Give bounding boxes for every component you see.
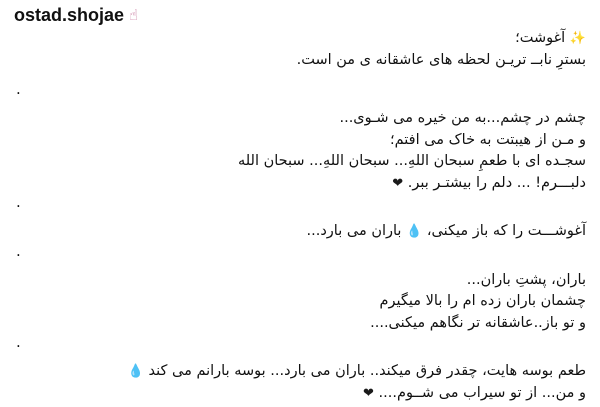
- stanza4-line1: باران، پشتِ باران...: [466, 271, 586, 288]
- stanza2-line4-text: دلبـــرم! ... دلم را بیشتـر ببر.: [407, 174, 586, 191]
- post-header: [14, 2, 138, 28]
- post-body: [0, 28, 586, 404]
- stanza4-line3: و تو باز..عاشقانه تر نگاهم میکنی....: [370, 314, 586, 331]
- separator-dot-3: .: [16, 241, 21, 260]
- stanza1-line1-text: آغوشت؛: [515, 30, 566, 46]
- stanza1-line2: بسترِ نابــ تریـن لحظه های عاشقانه ی من است.: [296, 51, 586, 68]
- stanza1-line1: [0, 28, 586, 50]
- sparkle-emoji-icon: ✨: [569, 31, 586, 46]
- heart-icon: ❤: [392, 175, 404, 191]
- separator-dot-1: .: [16, 80, 21, 98]
- stanza5-line2-text: و من... از تو سیراب می شــوم....: [378, 384, 586, 401]
- stanza3-line1: [0, 221, 586, 243]
- stanza3-line1-end: باران می بارد...: [306, 223, 402, 239]
- stanza2-line3: سجـده ای با طعمِ سبحان اللهِ... سبحان اللهِ... سبحان الله: [237, 153, 586, 169]
- stanza2-line4: [0, 173, 586, 195]
- stanza5-line1: [0, 361, 586, 383]
- stanza3-line1-start: آغوشـــت را که باز میکنی،: [426, 223, 586, 239]
- stanza5-line1-text: طعم بوسه هایت، چقدر فرق میکند.. باران می بارد... بوسه بارانم می کند: [148, 363, 586, 379]
- pink-hand-icon: ☝: [129, 6, 139, 24]
- separator-dot-4: .: [16, 333, 21, 351]
- stanza5-line2: [0, 383, 586, 405]
- stanza2-line1: چشم در چشم...به من خیره می شـوی...: [339, 110, 586, 126]
- stanza4-line2: چشمان باران زده ام را بالا میگیرم: [379, 293, 586, 309]
- username-label[interactable]: ostad.shojae: [14, 4, 125, 25]
- droplet-icon: 💧: [406, 224, 423, 239]
- separator-dot-2: .: [16, 193, 21, 211]
- heart-icon: ❤: [363, 385, 374, 401]
- droplet-icon: 💧: [127, 364, 144, 379]
- stanza2-line2: و مـن از هیبتت به خاک می افتم؛: [390, 131, 586, 148]
